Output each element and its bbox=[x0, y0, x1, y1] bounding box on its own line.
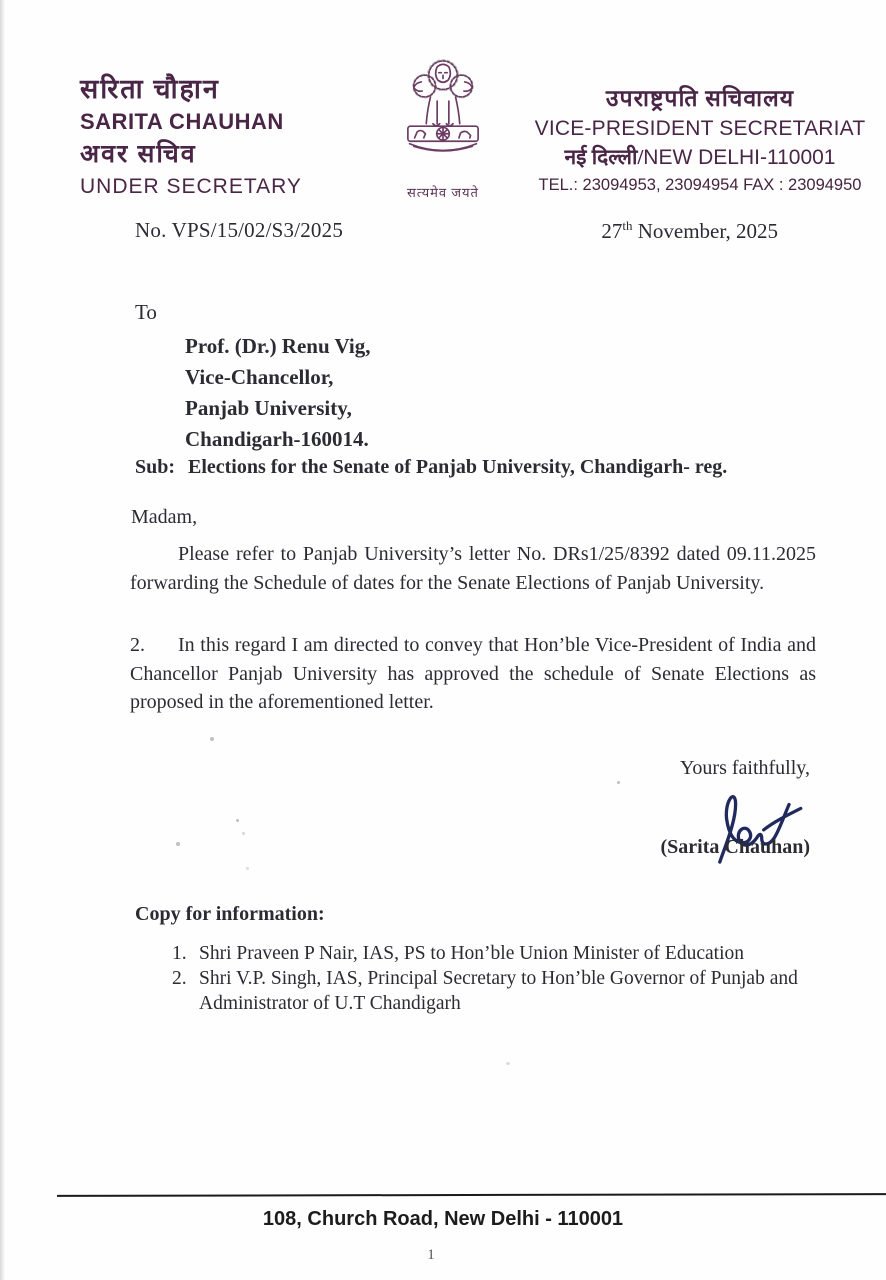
scan-speck bbox=[242, 832, 245, 835]
date-day: 27 bbox=[601, 219, 623, 243]
body-paragraph-1: Please refer to Panjab University’s letter No. DRs1/25/8392 dated 09.11.2025 forwarding the Schedule of dates for the Senate Elections of Panjab University. bbox=[130, 543, 816, 594]
office-address-hindi: नई दिल्ली bbox=[564, 145, 638, 169]
office-name-hindi: उपराष्ट्रपति सचिवालय bbox=[605, 86, 795, 111]
date-ordinal-suffix: th bbox=[622, 218, 633, 233]
officer-name-english: SARITA CHAUHAN bbox=[80, 109, 284, 134]
scan-speck bbox=[617, 781, 620, 784]
scan-speck bbox=[246, 867, 249, 870]
reference-row bbox=[135, 218, 778, 244]
office-contact: TEL.: 23094953, 23094954 FAX : 23094950 bbox=[538, 176, 862, 194]
office-name-english: VICE-PRESIDENT SECRETARIAT bbox=[534, 117, 866, 140]
officer-designation-hindi: अवर सचिव bbox=[80, 141, 197, 168]
subject-line bbox=[135, 456, 816, 479]
office-address-english: NEW DELHI-110001 bbox=[643, 146, 836, 169]
copy-section-heading: Copy for information: bbox=[135, 903, 325, 925]
addressee-title: Vice-Chancellor, bbox=[185, 365, 334, 389]
footer-address: 108, Church Road, New Delhi - 110001 bbox=[262, 1208, 624, 1230]
copy-item-number: 2. bbox=[172, 968, 187, 989]
copy-item bbox=[172, 966, 816, 1016]
copy-item-text: Shri Praveen P Nair, IAS, PS to Hon’ble Union Minister of Education bbox=[199, 943, 744, 964]
office-block bbox=[524, 84, 876, 198]
body-paragraph-2-text: In this regard I am directed to convey that Hon’ble Vice-President of India and Chancellor Panjab University has approved the schedule of Senate Elections as proposed in the aforementioned letter. bbox=[130, 634, 816, 713]
copy-list bbox=[172, 941, 816, 1016]
subject-label: Sub: bbox=[135, 456, 176, 478]
letter-date bbox=[601, 218, 778, 244]
officer-block bbox=[80, 72, 380, 202]
officer-designation-english: UNDER SECRETARY bbox=[80, 175, 302, 198]
valediction: Yours faithfully, bbox=[679, 757, 810, 779]
date-month-year: November, 2025 bbox=[632, 219, 778, 243]
office-address bbox=[524, 143, 876, 172]
scan-speck bbox=[176, 842, 180, 846]
footer-rule bbox=[57, 1193, 886, 1197]
page-number: 1 bbox=[427, 1247, 435, 1263]
addressee-city: Chandigarh-160014. bbox=[185, 427, 369, 451]
officer-name-hindi: सरिता चौहान bbox=[80, 74, 220, 104]
scan-speck bbox=[236, 819, 239, 822]
scan-page-edge bbox=[0, 0, 5, 1280]
signatory-name: (Sarita Chauhan) bbox=[660, 836, 810, 858]
copy-item-number: 1. bbox=[172, 943, 187, 964]
copy-item-text: Shri V.P. Singh, IAS, Principal Secretary to Hon’ble Governor of Punjab and Administrator of U.T Chandigarh bbox=[199, 968, 798, 1014]
body-paragraph-2 bbox=[130, 631, 816, 717]
subject-text: Elections for the Senate of Panjab University, Chandigarh- reg. bbox=[188, 456, 728, 478]
scan-speck bbox=[210, 737, 214, 741]
reference-number: No. VPS/15/02/S3/2025 bbox=[135, 218, 344, 242]
addressee-block bbox=[135, 300, 371, 455]
addressee-to-label: To bbox=[135, 300, 157, 324]
national-emblem-icon bbox=[397, 48, 489, 176]
addressee-org: Panjab University, bbox=[185, 396, 352, 420]
salutation: Madam, bbox=[131, 506, 198, 528]
office-address-separator: / bbox=[637, 145, 644, 169]
scan-speck bbox=[506, 1062, 510, 1065]
addressee-name: Prof. (Dr.) Renu Vig, bbox=[185, 334, 371, 358]
emblem-block bbox=[373, 48, 513, 201]
emblem-motto: सत्यमेव जयते bbox=[407, 185, 479, 200]
copy-item bbox=[172, 941, 816, 966]
paragraph-number: 2. bbox=[130, 634, 145, 656]
